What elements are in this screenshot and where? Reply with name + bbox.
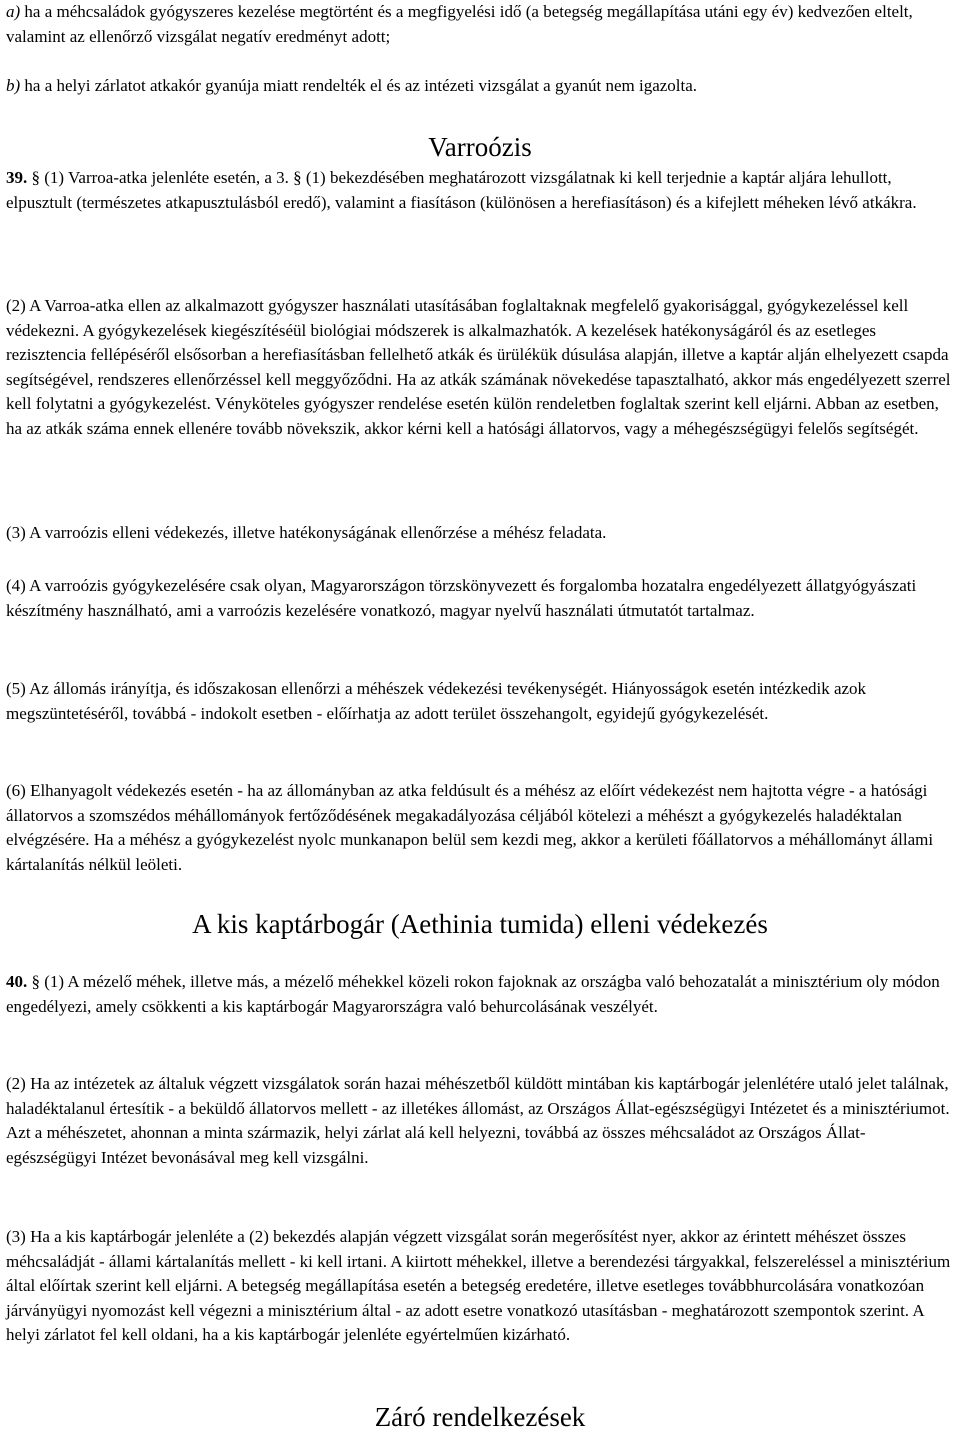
paragraph-b-text: ha a helyi zárlatot atkakór gyanúja miatt rendelték el és az intézeti vizsgálat a gyanút nem igazolta.	[20, 76, 698, 95]
paragraph-39-4: (4) A varroózis gyógykezelésére csak olyan, Magyarországon törzskönyvezett és forgalomba hozatalra engedélyezett állatgyógyászati készítmény használható, ami a varroózis kezelésére vonatkozó, magyar nyelvű használati útmutatót tartalmaz.	[6, 576, 917, 620]
paragraph-40-1	[6, 970, 956, 1019]
paragraph-40-3: (3) Ha a kis kaptárbogár jelenléte a (2) bekezdés alapján végzett vizsgálat során megerősítést nyer, akkor az érintett méhészet összes méhcsaládját - állami kártalanítás mellett - ki kell irtani. A kiirtott méhekkel, illetve a berendezési tárgyakkal, felszereléssel a minisztérium által előírtak szerint kell eljárni. A betegség megállapítása esetén a betegség eredetére, illetve esetleges továbbhurcolására vonatkozóan járványügyi nyomozást kell végezni a minisztérium által - az adott esetre vonatkozó utasításban - meghatározott szempontok szerint. A helyi zárlatot fel kell oldani, ha a kis kaptárbogár jelenléte egyértelműen kizárható.	[6, 1227, 951, 1345]
paragraph-39-3: (3) A varroózis elleni védekezés, illetve hatékonyságának ellenőrzése a méhész feladata.	[6, 523, 607, 542]
section-heading-varroozis: Varroózis	[428, 132, 532, 162]
list-marker-a: a)	[6, 2, 21, 21]
paragraph-39-1	[6, 166, 956, 215]
paragraph-39-6: (6) Elhanyagolt védekezés esetén - ha az állományban az atka feldúsult és a méhész az előírt védekezést nem hajtotta végre - a hatósági állatorvos a szomszédos méhállományok fertőződésének megakadályozása céljából kötelezi a méhészt a gyógykezelés haladéktalan elvégzésére. Ha a méhész a gyógykezelést nyolc munkanapon belül sem kezdi meg, akkor a kerületi főállatorvos a méhállományt állami kártalanítás nélkül leöleti.	[6, 781, 934, 874]
section-number-40: 40.	[6, 972, 28, 991]
paragraph-b	[6, 74, 956, 99]
section-number-39: 39.	[6, 168, 28, 187]
paragraph-a	[6, 0, 956, 49]
paragraph-40-2: (2) Ha az intézetek az általuk végzett vizsgálatok során hazai méhészetből küldött mintában kis kaptárbogár jelenlétére utaló jelet találnak, haladéktalanul értesítik - a beküldő állatorvos mellett - az illetékes állomást, az Országos Állat-egészségügyi Intézetet és a minisztériumot. Azt a méhészetet, ahonnan a minta származik, helyi zárlat alá kell helyezni, továbbá az összes méhcsaládot az Országos Állat-egészségügyi Intézet bevonásával meg kell vizsgálni.	[6, 1074, 950, 1167]
paragraph-a-text: ha a méhcsaládok gyógyszeres kezelése megtörtént és a megfigyelési idő (a betegség megállapítása utáni egy év) kedvezően eltelt, valamint az ellenőrző vizsgálat negatív eredményt adott;	[6, 2, 913, 46]
list-marker-b: b)	[6, 76, 21, 95]
paragraph-39-5: (5) Az állomás irányítja, és időszakosan ellenőrzi a méhészek védekezési tevékenységét. Hiányosságok esetén intézkedik azok megszüntetéséről, továbbá - indokolt esetben - előírhatja az adott terület összehangolt, egyidejű gyógykezelését.	[6, 679, 867, 723]
section-heading-zaro: Záró rendelkezések	[374, 1402, 586, 1432]
paragraph-39-1-text: § (1) Varroa-atka jelenléte esetén, a 3. § (1) bekezdésében meghatározott vizsgálatnak ki kell terjednie a kaptár aljára lehullott, elpusztult (természetes atkapusztulásból eredő), valamint a fiasításon (különösen a herefiasításon) és a kifejlett méheken lévő atkákra.	[6, 168, 917, 212]
paragraph-40-1-text: § (1) A mézelő méhek, illetve más, a mézelő méhekkel közeli rokon fajoknak az országba való behozatalát a minisztérium oly módon engedélyezi, amely csökkenti a kis kaptárbogár Magyarországra való behurcolásának veszélyét.	[6, 972, 940, 1016]
section-heading-kaptarbogar: A kis kaptárbogár (Aethinia tumida) elleni védekezés	[192, 909, 768, 939]
paragraph-39-2: (2) A Varroa-atka ellen az alkalmazott gyógyszer használati utasításában foglaltaknak megfelelő gyakorisággal, gyógykezeléssel kell védekezni. A gyógykezelések kiegészítéséül biológiai módszerek is alkalmazhatók. A kezelések hatékonyságáról és az esetleges rezisztencia fellépéséről elsősorban a herefiasításban fellelhető atkák és ürülékük dúsulása alapján, illetve a kaptár alján elhelyezett csapda segítségével, rendszeres ellenőrzéssel kell meggyőződni. Ha az atkák számának növekedése tapasztalható, akkor más engedélyezett szerrel kell folytatni a gyógykezelést. Vényköteles gyógyszer rendelése esetén külön rendeletben foglaltak szerint kell eljárni. Abban az esetben, ha az atkák száma ennek ellenére tovább növekszik, akkor kérni kell a hatósági állatorvos, vagy a méhegészségügyi felelős segítségét.	[6, 296, 951, 438]
